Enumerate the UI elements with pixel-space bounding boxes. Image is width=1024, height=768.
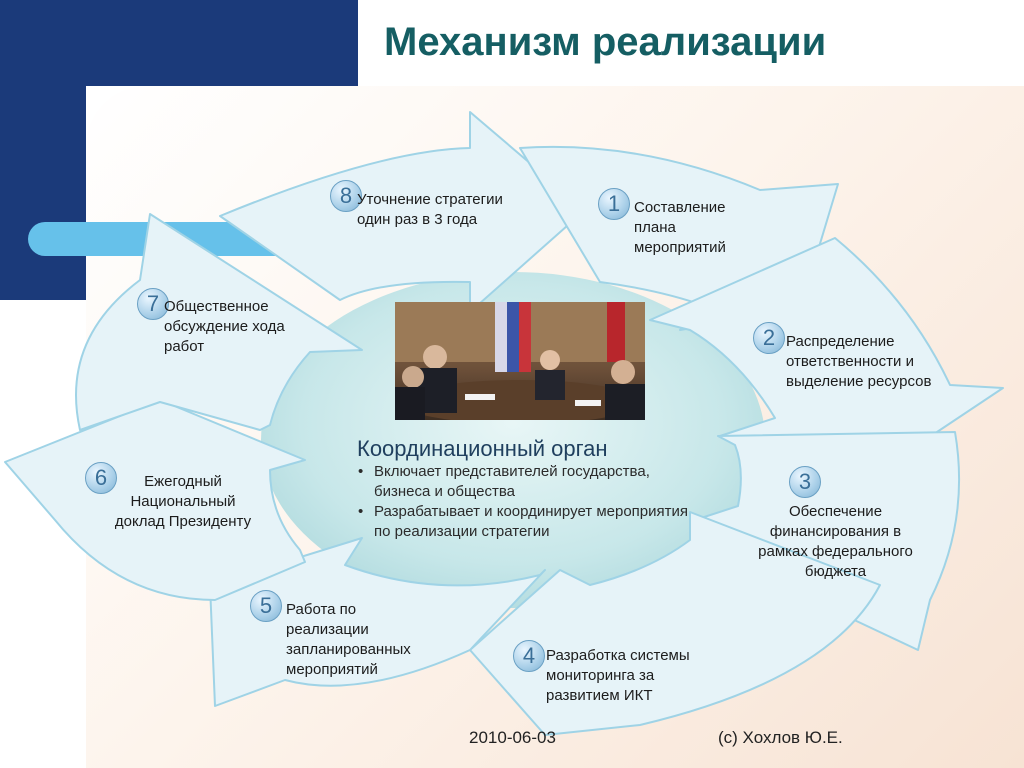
center-heading: Координационный орган	[357, 436, 608, 461]
page-title: Механизм реализации	[384, 20, 827, 64]
center-bullet: • Разрабатывает и координирует мероприятия по реализации стратегии	[356, 502, 701, 542]
step-number-8: 8	[330, 180, 362, 212]
step-number-2: 2	[753, 322, 785, 354]
step-label-2: Распределение ответственности и выделение ресурсов	[786, 333, 932, 390]
step-number-5: 5	[250, 590, 282, 622]
step-label-4: Разработка системы мониторинга за развитием ИКТ	[546, 647, 690, 704]
footer-author: (c) Хохлов Ю.Е.	[718, 728, 843, 747]
step-label-8: Уточнение стратегии один раз в 3 года	[357, 191, 503, 228]
step-number-6: 6	[85, 462, 117, 494]
step-number-4: 4	[513, 640, 545, 672]
center-bullet-list	[356, 462, 701, 542]
step-label-7: Общественное обсуждение хода работ	[164, 298, 285, 355]
center-bullet: • Включает представителей государства, бизнеса и общества	[356, 462, 701, 502]
meeting-photo	[395, 302, 645, 420]
step-label-5: Работа по реализации запланированных мероприятий	[286, 601, 411, 678]
step-number-3: 3	[789, 466, 821, 498]
step-number-7: 7	[137, 288, 169, 320]
step-label-1: Составление плана мероприятий	[634, 199, 726, 256]
footer-date: 2010-06-03	[469, 728, 556, 747]
step-number-1: 1	[598, 188, 630, 220]
step-label-3: Обеспечение финансирования в рамках федерального бюджета	[758, 503, 913, 580]
step-label-6: Ежегодный Национальный доклад Президенту	[114, 473, 252, 530]
